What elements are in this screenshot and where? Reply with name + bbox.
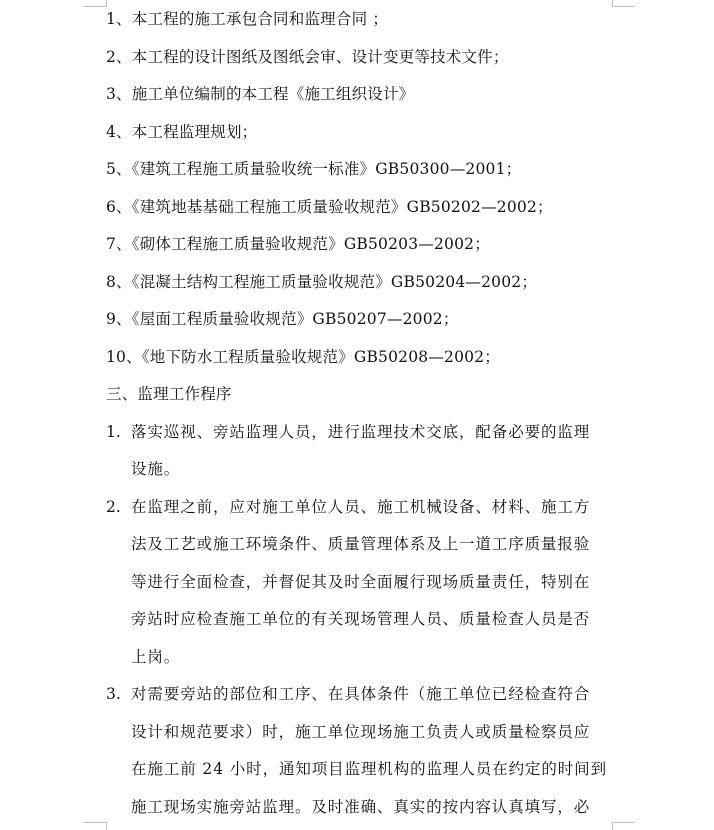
reference-item: 3、施工单位编制的本工程《施工组织设计》	[106, 85, 415, 103]
crop-mark-top-right	[612, 0, 635, 7]
reference-item: 2、本工程的设计图纸及图纸会审、设计变更等技术文件；	[106, 48, 509, 66]
step-line: 上岗。	[131, 648, 181, 666]
step-number: 1.	[106, 423, 121, 441]
reference-item: 9、《屋面工程质量验收规范》GB50207—2002；	[106, 310, 459, 328]
step-line: 对需要旁站的部位和工序、在具体条件（施工单位已经检查符合	[131, 685, 591, 703]
step-line: 在施工前 24 小时，通知项目监理机构的监理人员在约定的时间到	[131, 760, 607, 778]
step-line: 旁站时应检查施工单位的有关现场管理人员、质量检查人员是否	[131, 610, 591, 628]
reference-item: 10、《地下防水工程质量验收规范》GB50208—2002；	[106, 348, 501, 366]
reference-item: 1、本工程的施工承包合同和监理合同 ；	[106, 10, 389, 28]
reference-item: 4、本工程监理规划；	[106, 123, 258, 141]
reference-item: 6、《建筑地基基础工程施工质量验收规范》GB50202—2002；	[106, 198, 553, 216]
reference-item: 8、《混凝土结构工程施工质量验收规范》GB50204—2002；	[106, 273, 538, 291]
step-line: 设施。	[131, 460, 181, 478]
reference-item: 7、《砌体工程施工质量验收规范》GB50203—2002；	[106, 235, 490, 253]
step-line: 落实巡视、旁站监理人员，进行监理技术交底，配备必要的监理	[131, 423, 591, 441]
step-number: 3.	[106, 685, 121, 703]
step-line: 等进行全面检查，并督促其及时全面履行现场质量责任，特别在	[131, 573, 591, 591]
step-number: 2.	[106, 498, 121, 516]
step-line: 施工现场实施旁站监理。及时准确、真实的按内容认真填写，必	[131, 798, 591, 816]
step-line: 法及工艺或施工环境条件、质量管理体系及上一道工序质量报验	[131, 535, 591, 553]
step-line: 设计和规范要求）时，施工单位现场施工负责人或质量检察员应	[131, 723, 591, 741]
reference-item: 5、《建筑工程施工质量验收统一标准》GB50300—2001；	[106, 160, 522, 178]
crop-mark-top-left	[84, 0, 107, 7]
step-line: 在监理之前，应对施工单位人员、施工机械设备、材料、施工方	[131, 498, 591, 516]
section-heading: 三、监理工作程序	[106, 385, 232, 403]
